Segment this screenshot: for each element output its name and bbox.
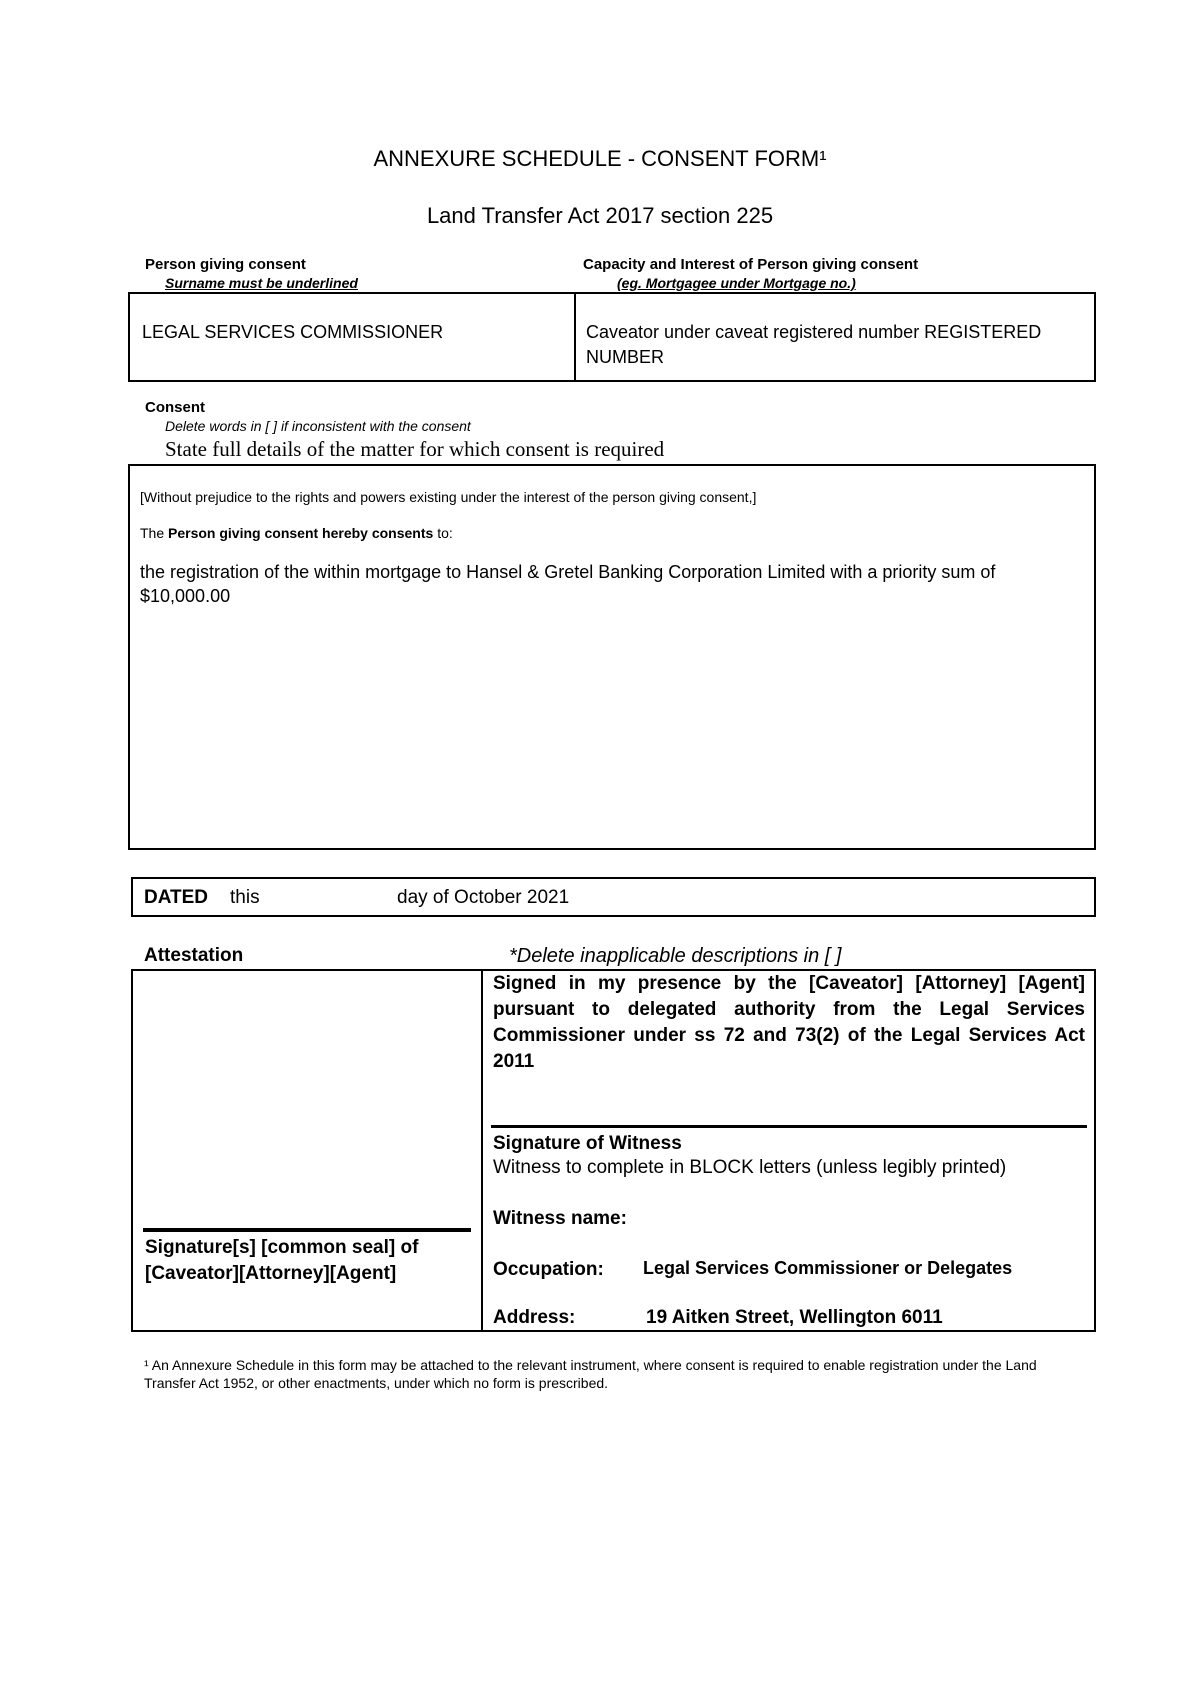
consents-bold: Person giving consent hereby consents	[168, 525, 434, 541]
consent-details-text: the registration of the within mortgage to Hansel & Gretel Banking Corporation Limited with a priority sum of $10,000.00	[140, 562, 996, 606]
consent-instruction: State full details of the matter for which consent is required	[165, 437, 665, 461]
capacity-label: Capacity and Interest of Person giving consent	[583, 256, 919, 273]
signature-line	[143, 1228, 471, 1232]
document-subtitle: Land Transfer Act 2017 section 225	[426, 203, 774, 228]
consents-statement	[140, 524, 1080, 542]
capacity-note: (eg. Mortgagee under Mortgage no.)	[617, 275, 856, 291]
witness-signature-label: Signature of Witness	[493, 1133, 682, 1154]
address-label: Address:	[493, 1307, 576, 1328]
attestation-label: Attestation	[144, 945, 244, 966]
person-giving-consent-label: Person giving consent	[145, 256, 306, 273]
consents-suffix: to:	[433, 525, 453, 541]
occupation-label: Occupation:	[493, 1259, 604, 1280]
footnote: ¹ An Annexure Schedule in this form may be attached to the relevant instrument, where consent is required to enable registration under the Land Transfer Act 1952, or other enactments, under which no form is prescribed.	[144, 1357, 1037, 1391]
person-giving-consent-value: LEGAL SERVICES COMMISSIONER	[142, 322, 444, 342]
witness-signature-line	[491, 1125, 1087, 1128]
document-title: ANNEXURE SCHEDULE - CONSENT FORM¹	[373, 146, 827, 171]
dated-date-text: day of October 2021	[397, 887, 570, 908]
consent-label: Consent	[145, 399, 205, 416]
consents-prefix: The	[140, 525, 169, 541]
parties-divider	[574, 294, 576, 380]
occupation-value: Legal Services Commissioner or Delegates	[643, 1258, 1013, 1278]
prejudice-text: [Without prejudice to the rights and powers existing under the interest of the person giving consent,]	[140, 489, 757, 505]
attestation-divider	[481, 971, 483, 1330]
surname-note: Surname must be underlined	[165, 275, 358, 291]
signed-statement: Signed in my presence by the [Caveator] [Attorney] [Agent] pursuant to delegated authority from the Legal Services Commissioner under ss 72 and 73(2) of the Legal Services Act 2011	[493, 973, 1085, 1072]
dated-this: this	[230, 887, 260, 908]
signature-caption: Signature[s] [common seal] of [Caveator][Attorney][Agent]	[145, 1237, 419, 1284]
attestation-table	[131, 969, 1096, 1332]
witness-name-label: Witness name:	[493, 1208, 627, 1229]
parties-table	[128, 292, 1096, 382]
address-value: 19 Aitken Street, Wellington 6011	[646, 1307, 943, 1328]
delete-note: *Delete inapplicable descriptions in [ ]	[509, 945, 842, 967]
dated-label: DATED	[144, 887, 209, 908]
witness-instruction: Witness to complete in BLOCK letters (unless legibly printed)	[493, 1157, 1007, 1178]
capacity-value: Caveator under caveat registered number REGISTERED NUMBER	[586, 322, 1042, 367]
dated-box	[131, 877, 1096, 917]
consent-details-box	[128, 464, 1096, 850]
consent-note: Delete words in [ ] if inconsistent with the consent	[165, 418, 471, 434]
